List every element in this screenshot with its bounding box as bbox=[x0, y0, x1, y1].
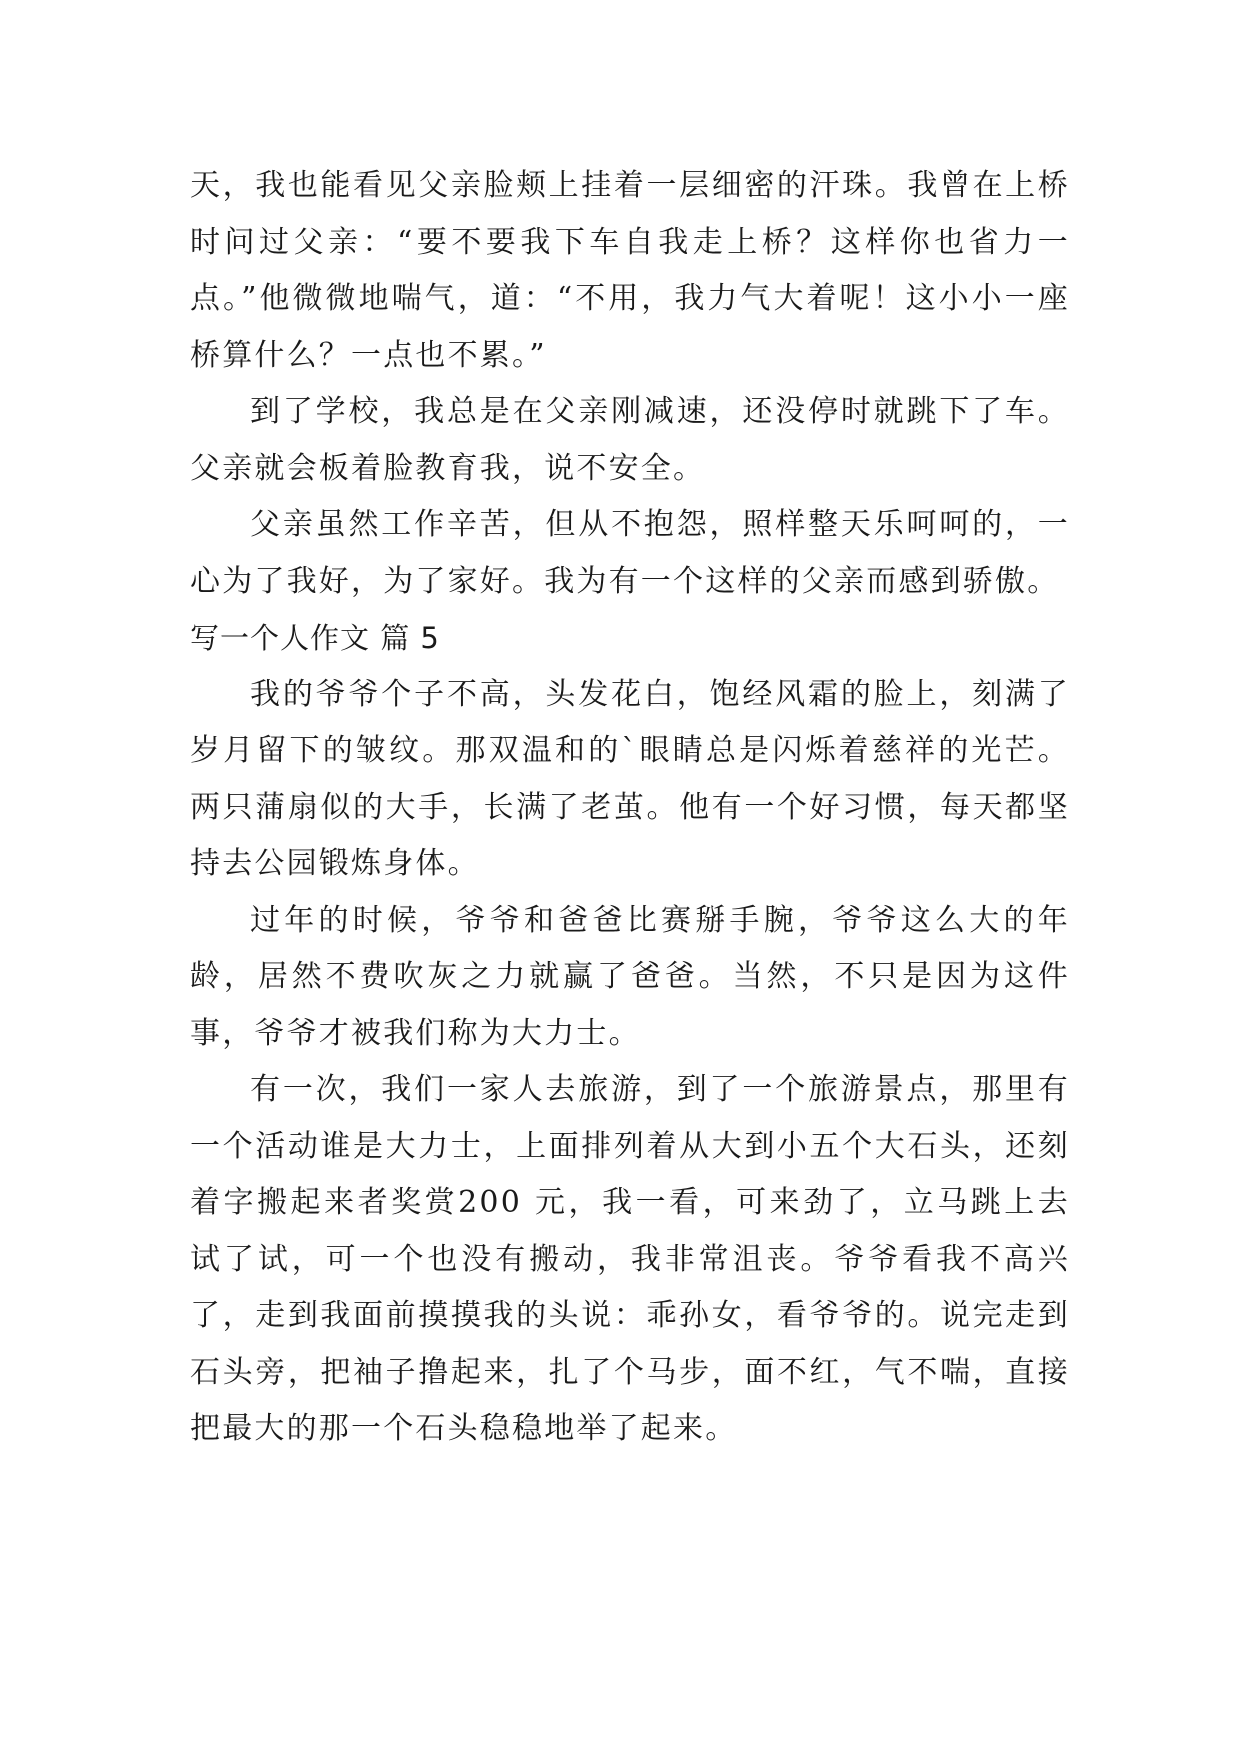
paragraph: 有一次，我们一家人去旅游，到了一个旅游景点，那里有一个活动谁是大力士，上面排列着从大到小五个大石头，还刻着字搬起来者奖赏200 元，我一看，可来劲了，立马跳上去试了试，可一个也没有搬动，我非常沮丧。爷爷看我不高兴了，走到我面前摸摸我的头说：乖孙女，看爷爷的。说完走到石头旁，把袖子撸起来，扎了个马步，面不红，气不喘，直接把最大的那一个石头稳稳地举了起来。 bbox=[190, 1072, 1070, 1446]
paragraph: 天，我也能看见父亲脸颊上挂着一层细密的汗珠。我曾在上桥时问过父亲：“要不要我下车自我走上桥？这样你也省力一点。”他微微地喘气，道：“不用，我力气大着呢！这小小一座桥算什么？一点也不累。” bbox=[190, 168, 1070, 373]
paragraph: 父亲虽然工作辛苦，但从不抱怨，照样整天乐呵呵的，一心为了我好，为了家好。我为有一个这样的父亲而感到骄傲。 bbox=[190, 507, 1070, 599]
section-heading: 写一个人作文 篇 5 bbox=[190, 621, 440, 655]
paragraph: 我的爷爷个子不高，头发花白，饱经风霜的脸上，刻满了岁月留下的皱纹。那双温和的`眼睛总是闪烁着慈祥的光芒。两只蒲扇似的大手，长满了老茧。他有一个好习惯，每天都坚持去公园锻炼身体。 bbox=[190, 676, 1070, 881]
paragraph: 过年的时候，爷爷和爸爸比赛掰手腕，爷爷这么大的年龄，居然不费吹灰之力就赢了爸爸。当然，不只是因为这件事，爷爷才被我们称为大力士。 bbox=[190, 902, 1070, 1051]
document-body bbox=[190, 158, 1070, 1458]
paragraph: 到了学校，我总是在父亲刚减速，还没停时就跳下了车。父亲就会板着脸教育我，说不安全。 bbox=[190, 394, 1070, 486]
